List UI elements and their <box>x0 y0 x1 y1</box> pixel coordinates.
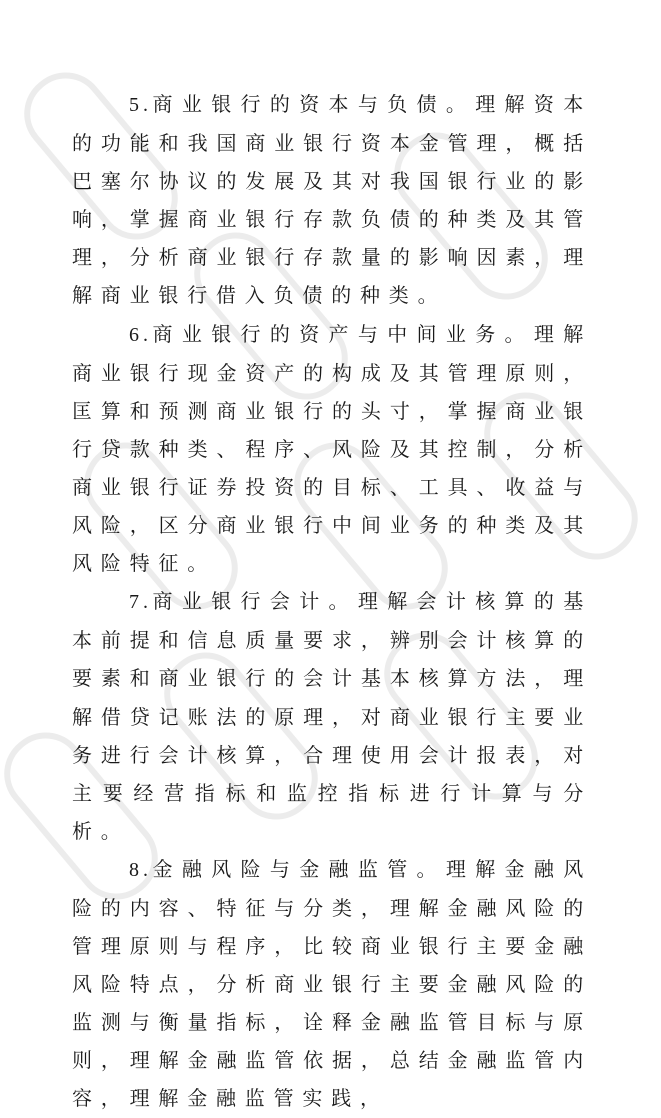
paragraph-text: 金融风险与金融监管。理解金融风险的内容、特征与分类，理解金融风险的管理原则与程序，比较商业银行主要金融风险特点，分析商业银行主要金融风险的监测与衡量指标，诠释金融监管目标与原则，理解金融监管依据，总结金融监管内容，理解金融监管实践， <box>72 856 592 1111</box>
paragraph-text: 商业银行的资本与负债。理解资本的功能和我国商业银行资本金管理，概括巴塞尔协议的发展及其对我国银行业的影响，掌握商业银行存款负债的种类及其管理，分析商业银行存款量的影响因素，理解商业银行借入负债的种类。 <box>72 92 592 308</box>
paragraph-7 <box>72 582 592 850</box>
paragraph-text: 商业银行会计。理解会计核算的基本前提和信息质量要求，辨别会计核算的要素和商业银行的会计基本核算方法，理解借贷记账法的原理，对商业银行主要业务进行会计核算，合理使用会计报表，对主要经营指标和监控指标进行计算与分析。 <box>72 589 592 843</box>
paragraph-number: 7. <box>129 591 152 614</box>
paragraph-5 <box>72 85 592 315</box>
paragraph-number: 8. <box>129 858 152 881</box>
document-page <box>72 85 592 1118</box>
paragraph-8 <box>72 850 592 1118</box>
paragraph-number: 6. <box>129 323 152 346</box>
paragraph-text: 商业银行的资产与中间业务。理解商业银行现金资产的构成及其管理原则，匡算和预测商业银行的头寸，掌握商业银行贷款种类、程序、风险及其控制，分析商业银行证券投资的目标、工具、收益与风险，区分商业银行中间业务的种类及其风险特征。 <box>72 321 592 576</box>
paragraph-number: 5. <box>129 94 152 116</box>
paragraph-6 <box>72 315 592 583</box>
